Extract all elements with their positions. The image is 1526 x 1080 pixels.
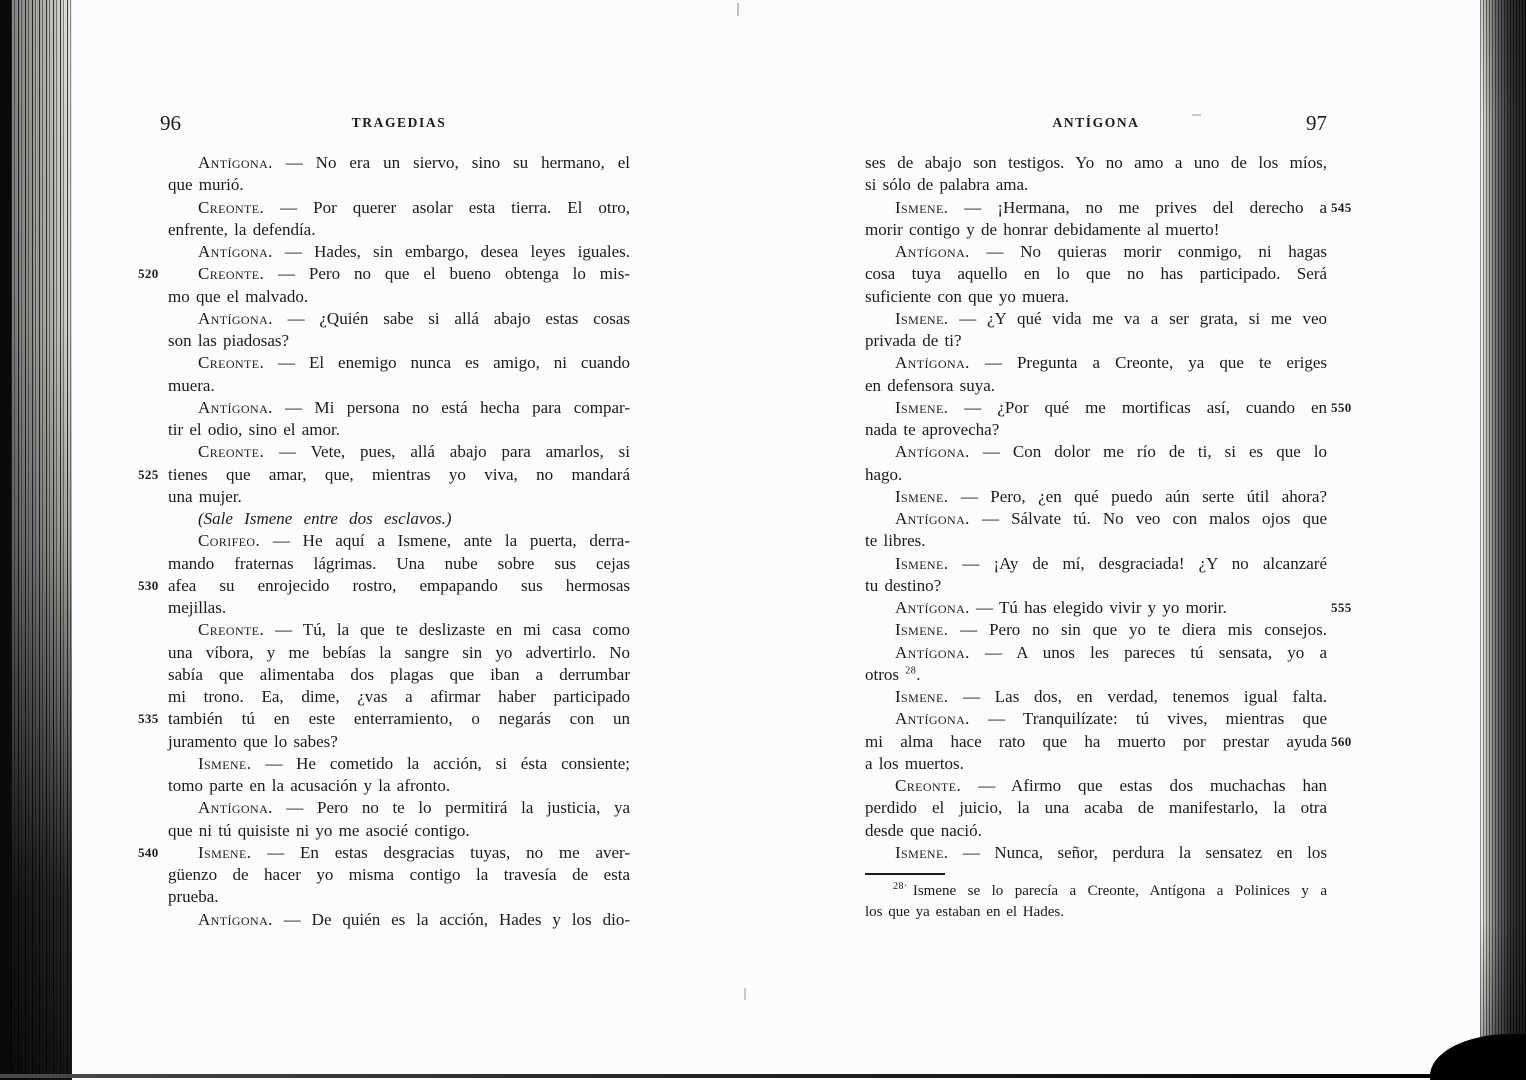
text-line: Creonte. — Vete, pues, allá abajo para amarlos, si (198, 442, 630, 462)
text-line: desde que nació. (865, 820, 982, 840)
text-line: que ni tú quisiste ni yo me asocié contigo. (168, 820, 470, 840)
speaker-name: Creonte. (198, 197, 265, 217)
running-title-right: ANTÍGONA (1052, 115, 1140, 130)
text-line: Antígona. — Tranquilízate: tú vives, mientras que (895, 709, 1327, 729)
speaker-name: Creonte. (895, 776, 962, 795)
text-line: a los muertos. (865, 753, 964, 773)
text-line: $^{28\cdot}$ Ismene se lo parecía a Creonte, Antígona a Polinices y a (893, 881, 1327, 899)
speaker-name: Antígona. (198, 242, 273, 261)
speaker-name: Antígona. (895, 509, 970, 528)
speaker-name: Antígona. (895, 642, 970, 662)
text-line: en defensora suya. (865, 375, 996, 395)
book-spine-edge-black (0, 0, 11, 1080)
left-page-header (160, 110, 630, 136)
text-line: si sólo de palabra ama. (865, 175, 1029, 195)
running-title-left: TRAGEDIAS (351, 115, 447, 130)
text-line: Antígona. — Pregunta a Creonte, ya que te eriges (895, 353, 1327, 373)
text-line: Ismene. — Pero, ¿en qué puedo aún serte útil ahora? (895, 486, 1327, 506)
left-page (138, 110, 631, 931)
text-line: Corifeo. — He aquí a Ismene, ante la puerta, derra- (198, 531, 631, 551)
text-line: Antígona. — Hades, sin embargo, desea leyes iguales. (198, 242, 631, 261)
scan-artifact (744, 988, 746, 1000)
right-page-text (865, 152, 1352, 864)
text-line: Ismene. — Nunca, señor, perdura la sensatez en los (895, 842, 1328, 862)
speaker-name: Creonte. (198, 620, 265, 640)
speaker-name: Ismene. (895, 842, 949, 862)
text-line: mi trono. Ea, dime, ¿vas a afirmar haber participado (168, 687, 630, 706)
verse-line-number: 530 (138, 577, 159, 593)
speaker-name: Creonte. (198, 353, 265, 373)
verse-line-number: 535 (138, 711, 159, 727)
text-line: mo que el malvado. (168, 286, 309, 306)
text-line: cosa tuya aquello en lo que no has participado. Será (865, 264, 1327, 284)
verse-line-number: 545 (1331, 199, 1352, 215)
scan-artifact (737, 3, 739, 16)
speaker-name: Antígona. (198, 909, 273, 929)
footnote (865, 873, 1327, 923)
text-line: Ismene. — ¡Ay de mí, desgraciada! ¿Y no alcanzaré (895, 553, 1327, 573)
speaker-name: Antígona. (895, 598, 970, 617)
text-line: juramento que lo sabes? (168, 731, 338, 751)
speaker-name: Antígona. (198, 153, 273, 172)
text-line: (Sale Ismene entre dos esclavos.) (198, 509, 452, 528)
text-line: que murió. (168, 175, 244, 195)
verse-line-number: 560 (1331, 733, 1352, 749)
verse-line-number: 555 (1331, 600, 1352, 615)
text-line: privada de ti? (865, 331, 962, 350)
text-line: Creonte. — Por querer asolar esta tierra. El otro, (198, 197, 630, 217)
speaker-name: Ismene. (895, 486, 949, 506)
left-page-text (138, 152, 631, 931)
verse-line-number: 520 (138, 266, 159, 282)
text-line: Antígona. — No quieras morir conmigo, ni hagas (895, 242, 1327, 261)
text-line: 530 afea su enrojecido rostro, empapando sus hermosas (168, 575, 630, 597)
verse-line-number: 550 (1331, 399, 1352, 415)
text-line: te libres. (865, 531, 926, 551)
text-line: enfrente, la defendía. (168, 219, 316, 239)
text-line: otros $^{28}$. (865, 664, 921, 684)
text-line: Antígona. — Con dolor me río de ti, si es que lo (895, 442, 1327, 462)
speaker-name: Corifeo. (198, 531, 261, 551)
footnote-rule (865, 873, 945, 875)
text-line: nada te aprovecha? (865, 420, 1000, 439)
text-line: hago. (865, 464, 903, 484)
text-line: Antígona. — ¿Quién sabe si allá abajo estas cosas (198, 308, 630, 328)
text-line: Creonte. — Afirmo que estas dos muchachas han (895, 776, 1328, 795)
text-line: mejillas. (168, 598, 227, 617)
text-line: Antígona. — No era un siervo, sino su hermano, el (198, 153, 630, 172)
text-line: muera. (168, 375, 215, 395)
text-line: mando fraternas lágrimas. Una nube sobre sus cejas (168, 553, 630, 573)
text-line: 540 Ismene. — En estas desgracias tuyas, no me aver- (168, 842, 630, 864)
text-line: tomo parte en la acusación y la afronto. (168, 776, 451, 795)
text-line: 520 Creonte. — Pero no que el bueno obtenga lo mis- (168, 263, 630, 285)
text-line: sabía que alimentaba dos plagas que iban a derrumbar (168, 664, 630, 684)
text-line: perdido el juicio, la una acaba de manifestarlo, la otra (865, 798, 1327, 818)
text-line: Antígona. — A unos les pareces tú sensata, yo a (895, 642, 1328, 662)
text-line: 555 Antígona. — Tú has elegido vivir y yo morir. (865, 597, 1327, 619)
speaker-name: Antígona. (895, 242, 970, 261)
page-number-left: 96 (160, 111, 181, 135)
text-line: Antígona. — Mi persona no está hecha para compar- (198, 397, 630, 417)
bottom-right-corner-shadow (1430, 1034, 1526, 1080)
right-page (865, 110, 1352, 923)
speaker-name: Antígona. (895, 709, 970, 729)
speaker-name: Antígona. (198, 397, 273, 417)
book-page-edges-left (11, 0, 72, 1080)
text-line: 550 Ismene. — ¿Por qué me mortificas así, cuando en (865, 397, 1327, 419)
book-page-edges-right (1480, 0, 1526, 1080)
speaker-name: Antígona. (198, 308, 273, 328)
text-line: 525 tienes que amar, que, mientras yo viva, no mandará (168, 464, 630, 486)
text-line: Ismene. — Pero no sin que yo te diera mis consejos. (895, 620, 1328, 640)
text-line: son las piadosas? (168, 331, 290, 350)
text-line: Ismene. — Las dos, en verdad, tenemos igual falta. (895, 687, 1327, 706)
verse-line-number: 525 (138, 466, 159, 482)
text-line: Antígona. — Pero no te lo permitirá la justicia, ya (198, 798, 631, 818)
speaker-name: Ismene. (198, 842, 252, 862)
speaker-name: Ismene. (895, 553, 949, 573)
right-page-header (865, 110, 1327, 136)
speaker-name: Antígona. (895, 442, 970, 462)
text-line: Ismene. — He cometido la acción, si ésta consiente; (198, 753, 630, 773)
speaker-name: Creonte. (198, 442, 265, 462)
text-line: 560 mi alma hace rato que ha muerto por prestar ayuda (865, 731, 1327, 753)
text-line: 535 también tú en este enterramiento, o negarás con un (168, 708, 630, 730)
footnote-marker: 28· (893, 881, 908, 892)
text-line: prueba. (168, 887, 219, 907)
footnote-text (865, 881, 1327, 923)
text-line: Creonte. — Tú, la que te deslizaste en mi casa como (198, 620, 631, 640)
speaker-name: Ismene. (895, 397, 949, 417)
speaker-name: Ismene. (895, 687, 949, 706)
text-line: güenzo de hacer yo misma contigo la travesía de esta (168, 865, 630, 884)
speaker-name: Antígona. (895, 353, 970, 373)
bottom-page-edge-shadow (0, 1074, 1526, 1078)
text-line: Ismene. — ¿Y qué vida me va a ser grata, si me veo (895, 308, 1327, 328)
speaker-name: Ismene. (895, 197, 949, 217)
speaker-name: Antígona. (198, 798, 273, 818)
speaker-name: Ismene. (198, 753, 252, 773)
verse-line-number: 540 (138, 844, 159, 860)
text-line: suficiente con que yo muera. (865, 286, 1069, 306)
text-line: tir el odio, sino el amor. (168, 420, 340, 439)
footnote-marker: 28 (905, 665, 917, 677)
text-line: tu destino? (865, 575, 942, 595)
text-line: 545 Ismene. — ¡Hermana, no me prives del derecho a (865, 197, 1327, 219)
text-line: una víbora, y me bebías la sangre sin yo advertirlo. No (168, 642, 630, 662)
speaker-name: Ismene. (895, 308, 949, 328)
page-number-right: 97 (1306, 111, 1327, 135)
text-line: Antígona. — De quién es la acción, Hades y los dio- (198, 909, 630, 929)
text-line: una mujer. (168, 486, 242, 506)
text-line: ses de abajo son testigos. Yo no amo a uno de los míos, (865, 153, 1327, 172)
speaker-name: Ismene. (895, 620, 949, 640)
text-line: los que ya estaban en el Hades. (865, 904, 1065, 920)
speaker-name: Creonte. (198, 264, 265, 284)
text-line: morir contigo y de honrar debidamente al muerto! (865, 219, 1220, 239)
text-line: Antígona. — Sálvate tú. No veo con malos ojos que (895, 509, 1328, 528)
text-line: Creonte. — El enemigo nunca es amigo, ni cuando (198, 353, 631, 373)
